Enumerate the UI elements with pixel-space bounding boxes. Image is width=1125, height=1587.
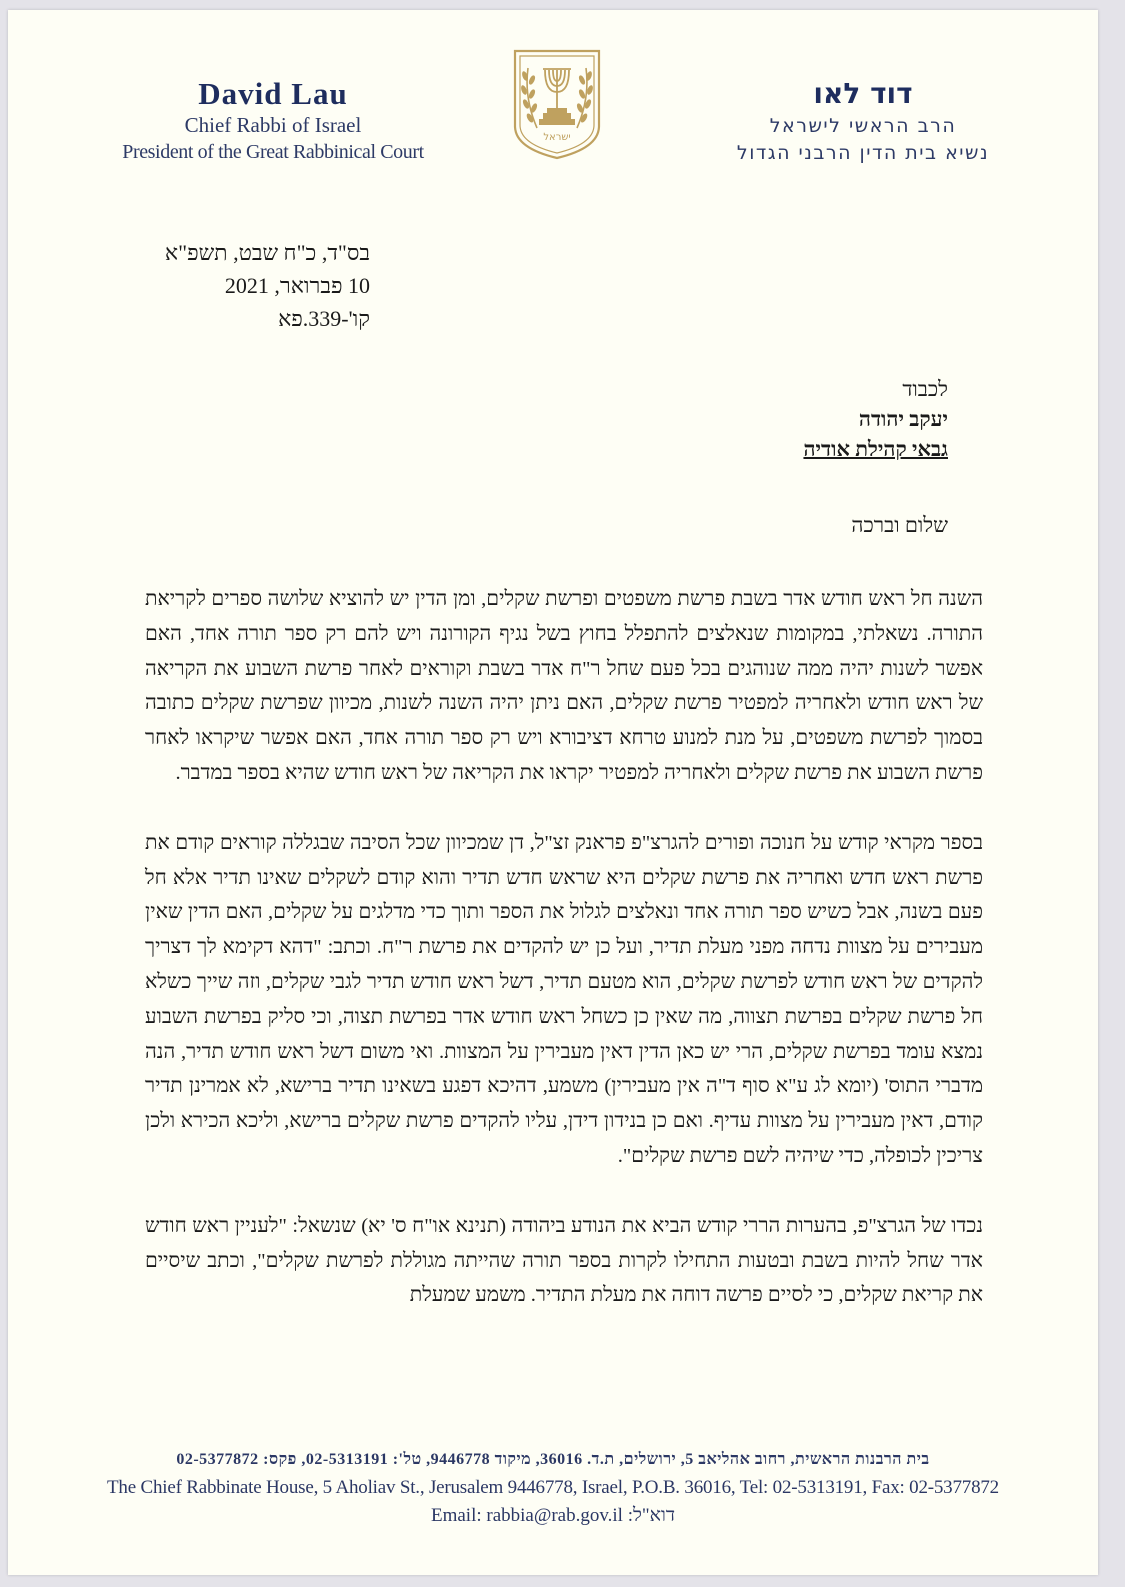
email-label-he: דוא"ל: [627,1505,676,1526]
sender-subtitle-he: נשיא בית הדין הרבני הגדול [736,142,990,164]
sender-name-he: דוד לאו [813,77,913,110]
sender-name-en: David Lau [198,76,348,111]
hebrew-date: בס"ד, כ"ח שבט, תשפ"א [164,240,370,265]
greeting: שלום וברכה [851,513,948,537]
body-paragraph: בספר מקראי קודש על חנוכה ופורים להגרצ"פ פראנק זצ"ל, דן שמכיוון שכל הסיבה שבגללה קוראים קודם את פרשת ראש חדש ואחריה את פרשת שקלים היא שראש חדש תדיר והוא קודם לשקלים שאינו תדיר אלא חל פעם בשנה, אבל כשיש ספר תורה אחד ונאלצים לגלול את הספר ותוך כדי מדלגים על שקלים, האם הדין שאין מעבירים על מצוות נדחה מפני מעלת תדיר, ועל כן יש להקדים את פרשת ר"ח. וכתב: "דהא דקימא לך דצריך להקדים של ראש חודש לפרשת שקלים, הוא מטעם תדיר, דשל ראש חודש תדיר לגבי שקלים, וזה שייך כשלא חל פרשת שקלים בפרשת תצווה, מה שאין כן כשחל ראש חודש אדר בפרשת תצוה, וכי סליק בפרשת השבוע נמצא עומד בפרשת שקלים, הרי יש כאן הדין דאין מעבירין על המצוות. ואי משום דשל ראש חודש תדיר, הנה מדברי התוס' (יומא לג ע"א סוף ד"ה אין מעבירין) משמע, דהיכא דפגע בשאינו תדיר ברישא, לא אמרינן תדיר קודם, דאין מעבירין על מצוות עדיף. ואם כן בנידון דידן, עליו להקדים פרשת שקלים ברישא, וליכא הכירא ולכן צריכין לכופלה, כדי שיהיה לשם פרשת שקלים". [145,831,983,1167]
recipient-role: גבאי קהילת אודיה [803,437,948,461]
gregorian-date: 10 פברואר, 2021 [224,273,370,298]
salutation: לכבוד [902,377,948,401]
english-letterhead [108,76,438,166]
email-address[interactable]: rabbia@rab.gov.il [486,1505,623,1526]
recipient-name: יעקב יהודה [858,407,948,431]
reference-number: קו'-339.פא [278,306,370,331]
footer-english-address: The Chief Rabbinate House, 5 Aholiav St., Jerusalem 9446778, Israel, P.O.B. 36016, Tel: 02-5313191, Fax: 02-5377872 [107,1477,999,1498]
addressee-block [648,374,948,464]
email-label-en: Email: [430,1505,482,1526]
letter-body [145,582,983,1348]
emblem-caption: ישראל [543,132,571,143]
footer-hebrew-address: בית הרבנות הראשית, רחוב אהליאב 5, ירושלים, ת.ד. 36016, מיקוד 9446778, טל': 02-5313191, פקס: 02-5377872 [176,1451,930,1468]
hebrew-letterhead [703,76,1023,167]
letter-footer [8,1447,1098,1530]
letter-page [8,10,1098,1575]
letter-meta [140,236,370,335]
sender-title-he: הרב הראשי לישראל [769,115,957,137]
body-paragraph: השנה חל ראש חודש אדר בשבת פרשת משפטים ופרשת שקלים, ומן הדין יש להוציא שלושה ספרים לקריאת התורה. נשאלתי, במקומות שנאלצים להתפלל בחוץ בשל נגיף הקורונה ויש להם רק ספר תורה אחד, האם אפשר לשנות יהיה ממה שנוהגים בכל פעם שחל ר"ח אדר בשבת וקוראים לאחר פרשת השבוע את הקריאה של ראש חודש ולאחריה למפטיר פרשת שקלים, האם ניתן יהיה השנה לשנות, מכיוון שפרשת שקלים כתובה בסמוך לפרשת משפטים, על מנת למנוע טרחא דציבורא ויש רק ספר תורה אחד, האם אפשר שיקראו לאחר פרשת השבוע את פרשת שקלים ולאחריה למפטיר יקראו את הקריאה של ראש חודש שהיא בספר במדבר. [145,588,983,784]
state-of-israel-emblem-icon [511,48,603,160]
body-paragraph: נכדו של הגרצ"פ, בהערות הררי קודש הביא את הנודע ביהודה (תנינא או"ח ס' יא) שנשאל: "לעניין ראש חודש אדר שחל להיות בשבת ובטעות התחילו לקרות בספר תורה שהייתה מגוללת לפרשת שקלים", וכתב שיסיים את קריאת שקלים, כי לסיים פרשה דוחה את מעלת התדיר. משמע שמעלת [145,1214,983,1307]
sender-subtitle-en: President of the Great Rabbinical Court [122,141,424,163]
sender-title-en: Chief Rabbi of Israel [184,113,362,137]
footer-email-line [8,1502,1098,1530]
